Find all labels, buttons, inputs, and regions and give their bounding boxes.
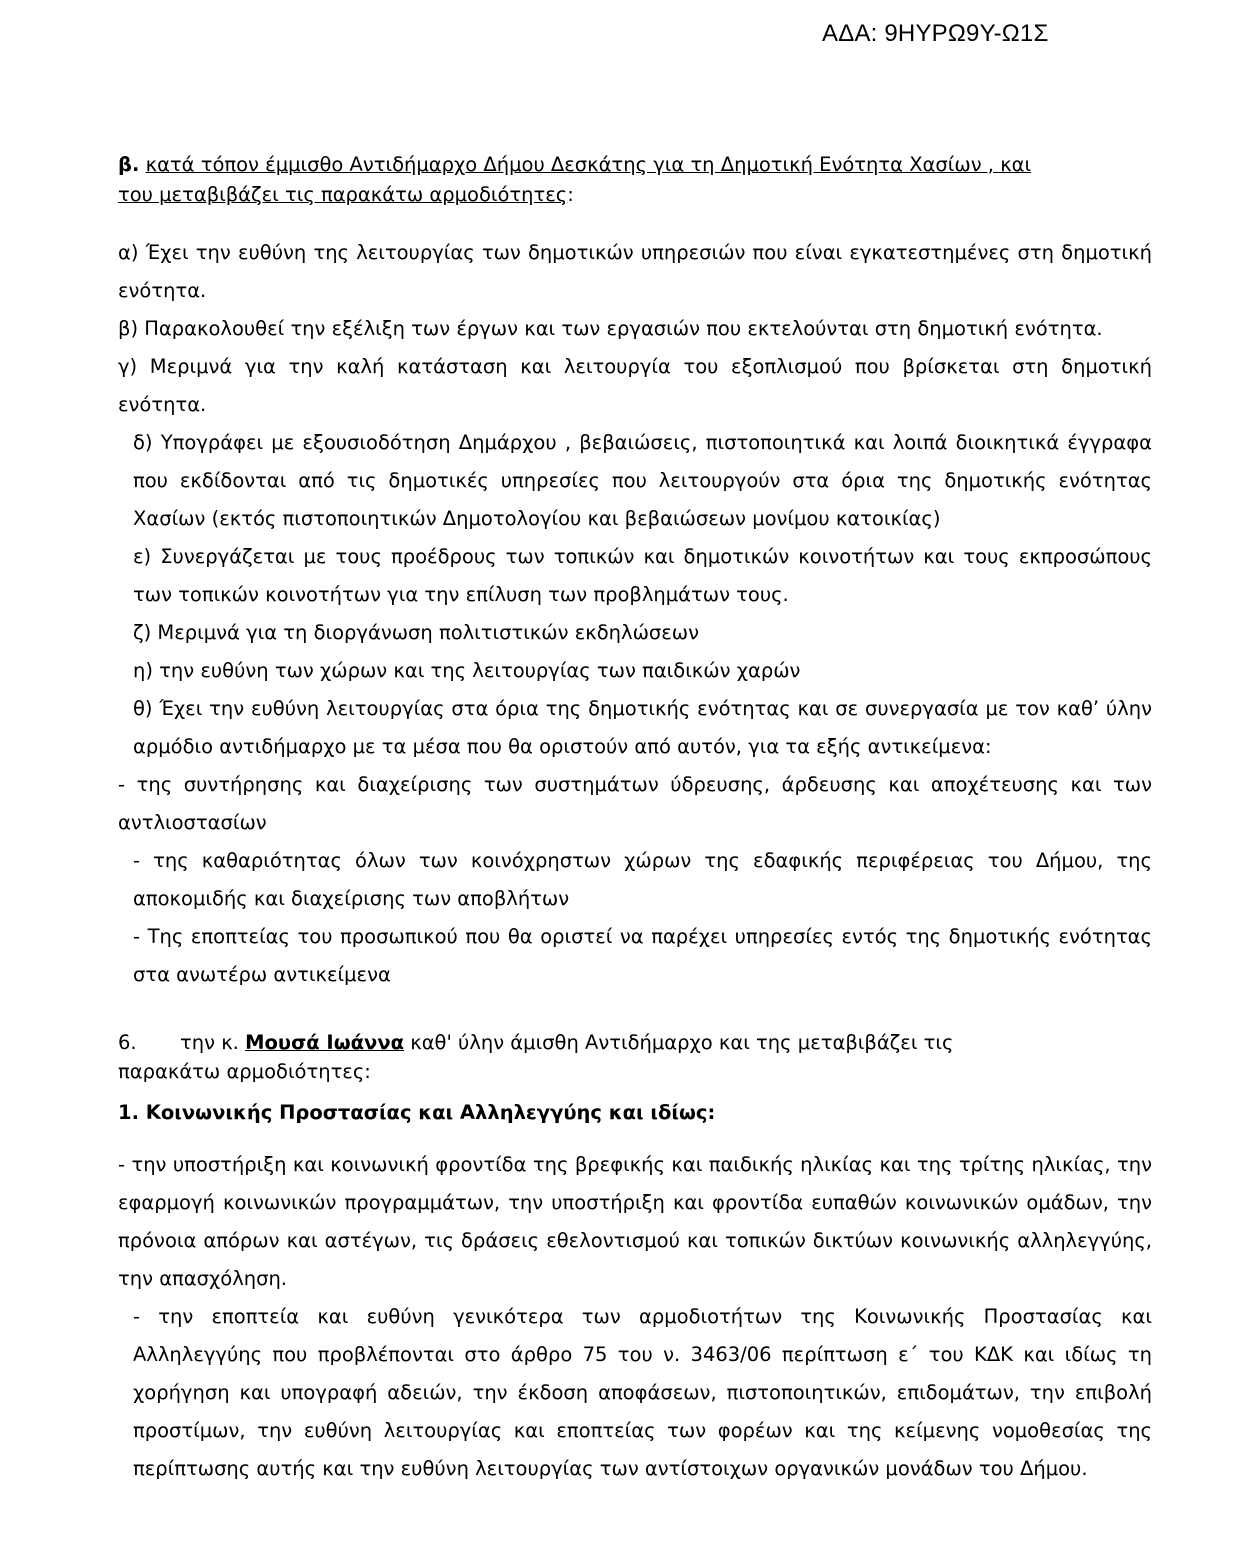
item-cleanliness: - της καθαριότητας όλων των κοινόχρηστων χώρων της εδαφικής περιφέρειας του Δήμου, της αποκομιδής και διαχείρισης των αποβλήτων — [133, 849, 1152, 910]
section-6-post-line2: παρακάτω αρμοδιότητες: — [118, 1060, 371, 1083]
document-body — [118, 150, 1152, 1488]
ada-code: ΑΔΑ: 9ΗΥΡΩ9Υ-Ω1Σ — [822, 20, 1049, 47]
item-staff-supervision: - Της εποπτείας του προσωπικού που θα οριστεί να παρέχει υπηρεσίες εντός της δημοτικής ενότητας στα ανωτέρω αντικείμενα — [133, 925, 1152, 986]
section-b-title-colon: : — [567, 183, 574, 206]
section-b-letter: β. — [118, 153, 140, 176]
deputy-mayor-name: Μουσά Ιωάννα — [245, 1031, 404, 1054]
section-b-title-line1: κατά τόπον έμμισθο Αντιδήμαρχο Δήμου Δεσκάτης για τη Δημοτική Ενότητα Χασίων , και — [145, 153, 1032, 176]
item-delta: δ) Υπογράφει με εξουσιοδότηση Δημάρχου , βεβαιώσεις, πιστοποιητικά και λοιπά διοικητικά έγγραφα που εκδίδονται από τις δημοτικές υπηρεσίες που λειτουργούν στα όρια της δημοτικής ενότητας Χασίων (εκτός πιστοποιητικών Δημοτολογίου και βεβαιώσεων μονίμου κατοικίας) — [133, 431, 1152, 530]
social-protection-para1: - την υποστήριξη και κοινωνική φροντίδα της βρεφικής και παιδικής ηλικίας και της τρίτης ηλικίας, την εφαρμογή κοινωνικών προγραμμάτων, την υποστήριξη και φροντίδα ευπαθών κοινωνικών ομάδων, την πρόνοια απόρων και αστέγων, τις δράσεις εθελοντισμού και τοπικών δικτύων κοινωνικής αλληλεγγύης, την απασχόληση. — [118, 1153, 1152, 1290]
item-zeta: ζ) Μεριμνά για τη διοργάνωση πολιτιστικών εκδηλώσεων — [133, 621, 700, 644]
item-gamma: γ) Μεριμνά για την καλή κατάσταση και λειτουργία του εξοπλισμού που βρίσκεται στη δημοτική ενότητα. — [118, 355, 1152, 416]
social-protection-heading: 1. Κοινωνικής Προστασίας και Αλληλεγγύης και ιδίως: — [118, 1101, 716, 1124]
section-6-number: 6. — [118, 1031, 137, 1054]
section-6-pre: την κ. — [180, 1031, 246, 1054]
social-protection-para2: - την εποπτεία και ευθύνη γενικότερα των αρμοδιοτήτων της Κοινωνικής Προστασίας και Αλληλεγγύης που προβλέπονται στο άρθρο 75 του ν. 3463/06 περίπτωση ε΄ του ΚΔΚ και ιδίως τη χορήγηση και υπογραφή αδειών, την έκδοση αποφάσεων, πιστοποιητικών, επιδομάτων, την επιβολή προστίμων, την ευθύνη λειτουργίας και εποπτείας των φορέων και της κείμενης νομοθεσίας της περίπτωσης αυτής και την ευθύνη λειτουργίας των αντίστοιχων οργανικών μονάδων του Δήμου. — [133, 1305, 1152, 1480]
item-eta: η) την ευθύνη των χώρων και της λειτουργίας των παιδικών χαρών — [133, 659, 801, 682]
section-b-heading — [118, 150, 1152, 210]
section-6-post-line1: καθ' ύλην άμισθη Αντιδήμαρχο και της μεταβιβάζει τις — [404, 1031, 954, 1054]
section-6-heading — [118, 1028, 1152, 1086]
item-alpha: α) Έχει την ευθύνη της λειτουργίας των δημοτικών υπηρεσιών που είναι εγκατεστημένες στη δημοτική ενότητα. — [118, 241, 1152, 302]
item-beta: β) Παρακολουθεί την εξέλιξη των έργων και των εργασιών που εκτελούνται στη δημοτική ενότητα. — [118, 317, 1103, 340]
item-water-systems: - της συντήρησης και διαχείρισης των συστημάτων ύδρευσης, άρδευσης και αποχέτευσης και των αντλιοστασίων — [118, 773, 1152, 834]
item-theta: θ) Έχει την ευθύνη λειτουργίας στα όρια της δημοτικής ενότητας και σε συνεργασία με τον καθ’ ύλην αρμόδιο αντιδήμαρχο με τα μέσα που θα οριστούν από αυτόν, για τα εξής αντικείμενα: — [133, 697, 1152, 758]
item-epsilon: ε) Συνεργάζεται με τους προέδρους των τοπικών και δημοτικών κοινοτήτων και τους εκπροσώπους των τοπικών κοινοτήτων για την επίλυση των προβλημάτων τους. — [133, 545, 1152, 606]
section-b-title-line2: του μεταβιβάζει τις παρακάτω αρμοδιότητες — [118, 183, 568, 206]
